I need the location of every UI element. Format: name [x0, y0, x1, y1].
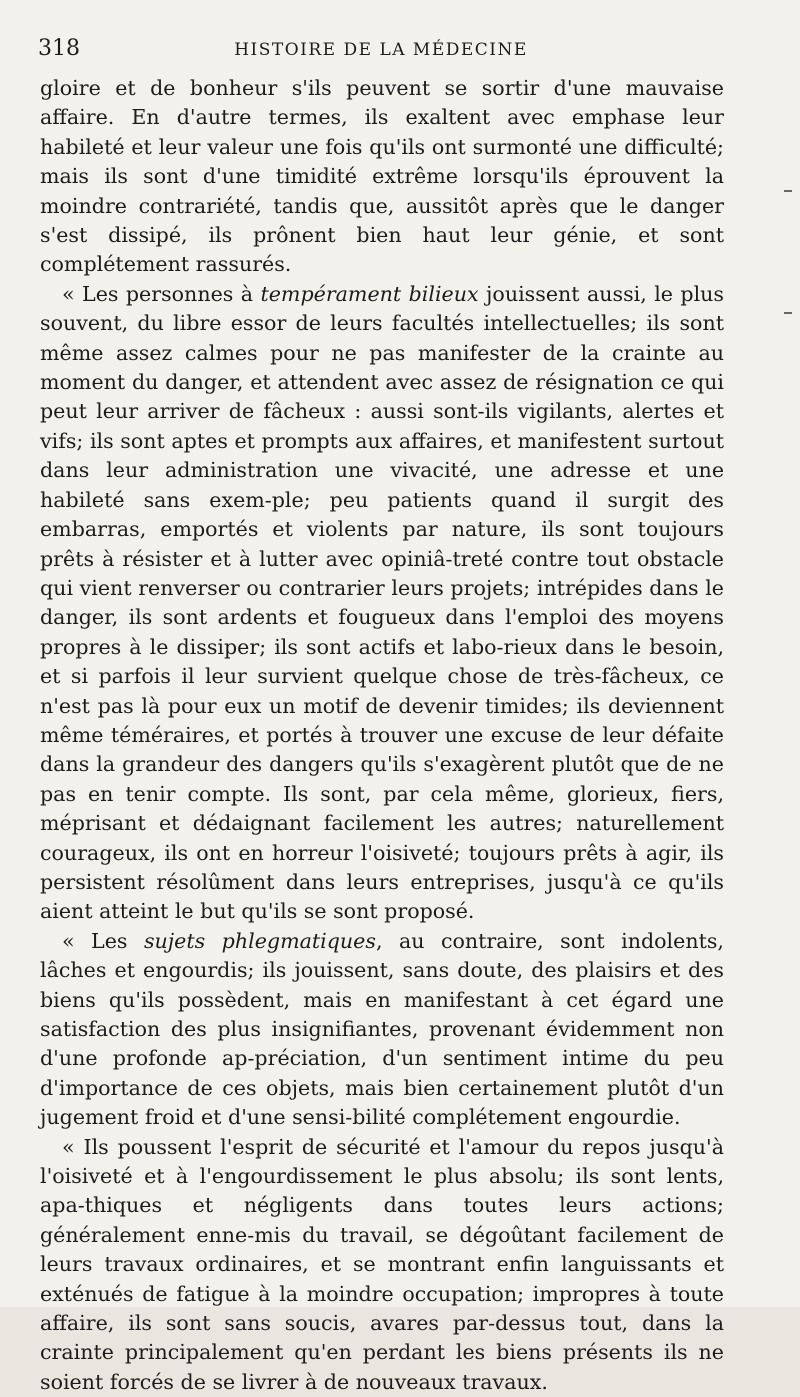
paragraph-text: « Ils poussent l'esprit de sécurité et l'amour du repos jusqu'à l'oisiveté et à l'engourdissement le plus absolu; ils sont lents, apa-thiques et négligents dans toutes leurs actions; généralement enne-mis du travail, se dégoûtant facilement de leurs travaux ordinaires, et se montrant enfin languissants et exténués de fatigue à la moindre occupation; impropres à toute affaire, ils sont sans soucis, avares par-dessus tout, dans la crainte principalement qu'en perdant les biens présents ils ne soient forcés de se livrer à de nouveaux travaux.	[40, 1134, 724, 1394]
italic-term: tempérament bilieux	[260, 281, 479, 306]
paragraph-lead: « Les	[62, 928, 144, 953]
margin-mark	[784, 312, 792, 314]
paragraph-text: gloire et de bonheur s'ils peuvent se sortir d'une mauvaise affaire. En d'autre termes, ils exaltent avec emphase leur habileté et leur valeur une fois qu'ils ont surmonté une difficulté; mais ils sont d'une timidité extrême lorsqu'ils éprouvent la moindre contrariété, tandis que, aussitôt après que le danger s'est dissipé, ils prônent bien haut leur génie, et sont complétement rassurés.	[40, 76, 724, 277]
margin-mark	[784, 190, 792, 192]
paragraph-bilious-temperament	[40, 280, 724, 927]
paragraph-phlegmatic-subjects	[40, 927, 724, 1133]
running-title: HISTOIRE DE LA MÉDECINE	[234, 40, 528, 60]
page-number: 318	[38, 36, 80, 61]
paragraph-continuation	[40, 74, 724, 280]
paragraph-text: jouissent aussi, le plus souvent, du libre essor de leurs facultés intellectuelles; ils sont même assez calmes pour ne pas manifester de la crainte au moment du danger, et attendent avec assez de résignation ce qui peut leur arriver de fâcheux : aussi sont-ils vigilants, alertes et vifs; ils sont aptes et prompts aux affaires, et manifestent surtout dans leur administration une vivacité, une adresse et une habileté sans exem-ple; peu patients quand il surgit des embarras, emportés et violents par nature, ils sont toujours prêts à résister et à lutter avec opiniâ-treté contre tout obstacle qui vient renverser ou contrarier leurs projets; intrépides dans le danger, ils sont ardents et fougueux dans l'emploi des moyens propres à le dissiper; ils sont actifs et labo-rieux dans le besoin, et si parfois il leur survient quelque chose de très-fâcheux, ce n'est pas là pour eux un motif de devenir timides; ils deviennent même téméraires, et portés à trouver une excuse de leur défaite dans la grandeur des dangers qu'ils s'exagèrent plutôt que de ne pas en tenir compte. Ils sont, par cela même, glorieux, fiers, méprisant et dédaignant facilement les autres; naturellement courageux, ils ont en horreur l'oisiveté; toujours prêts à agir, ils persistent résolûment dans leurs entreprises, jusqu'à ce qu'ils aient atteint le but qu'ils se sont proposé.	[40, 281, 724, 924]
paragraph-idleness	[40, 1133, 724, 1397]
paragraph-lead: « Les personnes à	[62, 281, 261, 306]
page-body	[38, 74, 724, 1397]
italic-term: sujets phlegmatiques	[143, 928, 376, 953]
paragraph-text: , au contraire, sont indolents, lâches et engourdis; ils jouissent, sans doute, des plaisirs et des biens qu'ils possèdent, mais en manifestant à cet égard une satisfaction des plus insignifiantes, provenant évidemment non d'une profonde ap-préciation, d'un sentiment intime du peu d'importance de ces objets, mais bien certainement plutôt d'un jugement froid et d'une sensi-bilité complétement engourdie.	[40, 928, 724, 1130]
page-header	[38, 34, 724, 74]
